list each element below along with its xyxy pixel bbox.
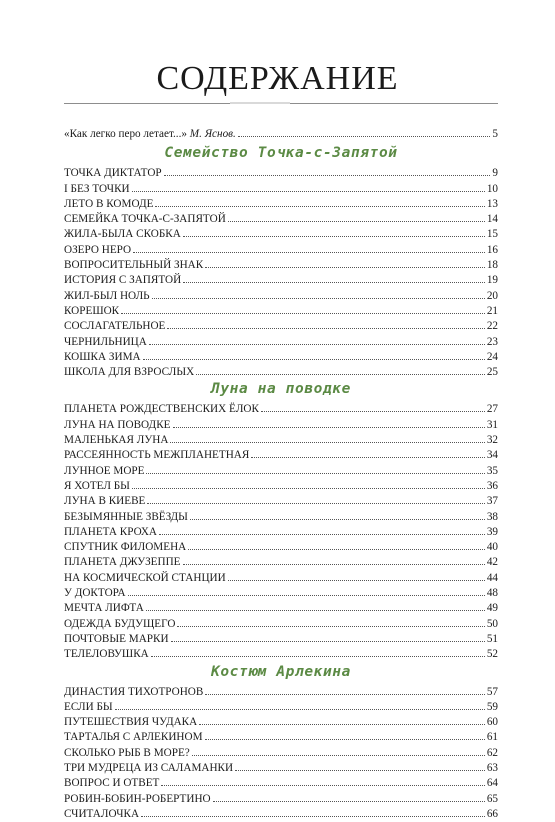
entry-title: ПУТЕШЕСТВИЯ ЧУДАКА [64, 716, 198, 729]
entry-title: Я ХОТЕЛ БЫ [64, 479, 130, 492]
entry-title [64, 127, 236, 142]
dot-leader [161, 774, 484, 786]
dot-leader [205, 728, 485, 740]
entry-page: 51 [486, 632, 498, 645]
entry-page: 22 [486, 320, 498, 333]
toc-entry[interactable] [64, 744, 498, 759]
dot-leader [143, 348, 485, 360]
entry-title: ПЛАНЕТА ДЖУЗЕППЕ [64, 556, 181, 569]
entry-page: 48 [486, 587, 498, 600]
entry-page: 25 [486, 366, 498, 379]
entry-title: СОСЛАГАТЕЛЬНОЕ [64, 320, 166, 333]
dot-leader [228, 569, 485, 581]
dot-leader [121, 302, 485, 314]
toc-entry[interactable] [64, 164, 498, 179]
dot-leader [173, 416, 485, 428]
entry-title: ПЛАНЕТА РОЖДЕСТВЕНСКИХ ЁЛОК [64, 403, 259, 416]
entry-title: ЕСЛИ БЫ [64, 700, 113, 713]
entry-page: 40 [486, 541, 498, 554]
entry-title: ТОЧКА ДИКТАТОР [64, 167, 162, 180]
entry-page: 60 [486, 716, 498, 729]
dot-leader [152, 287, 485, 299]
toc-entry[interactable] [64, 584, 498, 599]
dot-leader [238, 125, 491, 137]
toc-sections [64, 142, 498, 820]
section-heading: Костюм Арлекина [211, 663, 351, 680]
entry-page: 49 [486, 602, 498, 615]
toc-entry[interactable] [64, 416, 498, 431]
dot-leader [183, 271, 485, 283]
dot-leader [133, 241, 485, 253]
toc-entry[interactable] [64, 271, 498, 286]
entry-page: 42 [486, 556, 498, 569]
entry-title: РАССЕЯННОСТЬ МЕЖПЛАНЕТНАЯ [64, 449, 250, 462]
entry-page: 63 [486, 761, 498, 774]
entry-page: 66 [486, 807, 498, 820]
dot-leader [128, 584, 485, 596]
entry-page: 36 [486, 479, 498, 492]
entry-page: 9 [492, 167, 498, 180]
entry-title: ОЗЕРО НЕРО [64, 243, 132, 256]
entry-title: ПЛАНЕТА КРОХА [64, 525, 157, 538]
entry-page: 10 [486, 182, 498, 195]
dot-leader [132, 477, 485, 489]
toc-entry[interactable] [64, 225, 498, 240]
page-title: СОДЕРЖАНИЕ [156, 60, 399, 97]
entry-page: 50 [486, 617, 498, 630]
toc-entry[interactable] [64, 645, 498, 660]
entry-title: БЕЗЫМЯННЫЕ ЗВЁЗДЫ [64, 510, 188, 523]
toc-entry[interactable] [64, 538, 498, 553]
dot-leader [196, 363, 485, 375]
dot-leader [183, 225, 485, 237]
entry-title: ЛЕТО В КОМОДЕ [64, 197, 154, 210]
entry-title: ПОЧТОВЫЕ МАРКИ [64, 632, 169, 645]
dot-leader [164, 164, 491, 176]
title-divider-highlight [230, 102, 290, 104]
toc-entry[interactable] [64, 508, 498, 523]
entry-title: МЕЧТА ЛИФТА [64, 602, 144, 615]
toc-entry[interactable] [64, 256, 498, 271]
toc-entry[interactable] [64, 431, 498, 446]
dot-leader [183, 553, 485, 565]
dot-leader [167, 317, 484, 329]
entry-page: 14 [486, 213, 498, 226]
entry-page: 23 [486, 335, 498, 348]
entry-title: ШКОЛА ДЛЯ ВЗРОСЛЫХ [64, 366, 195, 379]
entry-page: 65 [486, 792, 498, 805]
entry-title: МАЛЕНЬКАЯ ЛУНА [64, 434, 169, 447]
prologue-title: «Как легко перо летает...» [64, 128, 187, 140]
dot-leader [199, 713, 485, 725]
entry-title: ЛУНА В КИЕВЕ [64, 495, 146, 508]
entry-title: ЛУНА НА ПОВОДКЕ [64, 418, 171, 431]
dot-leader [192, 744, 485, 756]
entry-title: ОДЕЖДА БУДУЩЕГО [64, 617, 176, 630]
dot-leader [159, 523, 485, 535]
prologue-author: М. Яснов. [189, 128, 236, 140]
toc-entry[interactable] [64, 683, 498, 698]
entry-page: 57 [486, 685, 498, 698]
section-heading: Семейство Точка-с-Запятой [164, 145, 398, 162]
dot-leader [115, 698, 485, 710]
entry-page: 61 [486, 731, 498, 744]
entry-title: КОШКА ЗИМА [64, 350, 141, 363]
dot-leader [261, 400, 485, 412]
toc-entry[interactable] [64, 333, 498, 348]
entry-page: 52 [486, 648, 498, 661]
dot-leader [205, 256, 485, 268]
dot-leader [147, 492, 484, 504]
dot-leader [141, 805, 485, 817]
entry-title: ЖИЛ-БЫЛ НОЛЬ [64, 289, 150, 302]
toc-entry[interactable] [64, 195, 498, 210]
entry-title: ЛУННОЕ МОРЕ [64, 464, 145, 477]
toc-entry[interactable] [64, 615, 498, 630]
dot-leader [170, 431, 484, 443]
table-of-contents [64, 125, 498, 820]
toc-entry[interactable] [64, 790, 498, 805]
toc-entry[interactable] [64, 348, 498, 363]
entry-page: 27 [486, 403, 498, 416]
dot-leader [146, 462, 484, 474]
entry-page: 24 [486, 350, 498, 363]
toc-entry-prologue[interactable] [64, 125, 498, 140]
entry-page: 59 [486, 700, 498, 713]
dot-leader [149, 333, 485, 345]
toc-entry[interactable] [64, 241, 498, 256]
entry-page: 31 [486, 418, 498, 431]
toc-entry[interactable] [64, 523, 498, 538]
entry-page: 15 [486, 228, 498, 241]
entry-page: 13 [486, 197, 498, 210]
toc-entry[interactable] [64, 462, 498, 477]
dot-leader [155, 195, 484, 207]
toc-entry[interactable] [64, 302, 498, 317]
entry-title: ДИНАСТИЯ ТИХОТРОНОВ [64, 685, 204, 698]
dot-leader [151, 645, 485, 657]
toc-entry[interactable] [64, 805, 498, 820]
toc-entry[interactable] [64, 210, 498, 225]
entry-title: ИСТОРИЯ С ЗАПЯТОЙ [64, 274, 182, 287]
toc-entry[interactable] [64, 728, 498, 743]
toc-entry[interactable] [64, 363, 498, 378]
toc-entry[interactable] [64, 630, 498, 645]
toc-entry[interactable] [64, 400, 498, 415]
toc-entry[interactable] [64, 492, 498, 507]
entry-title: ТРИ МУДРЕЦА ИЗ САЛАМАНКИ [64, 761, 234, 774]
dot-leader [188, 538, 485, 550]
toc-entry[interactable] [64, 287, 498, 302]
toc-entry[interactable] [64, 553, 498, 568]
entry-page: 20 [486, 289, 498, 302]
entry-title: КОРЕШОК [64, 304, 120, 317]
entry-title: ВОПРОСИТЕЛЬНЫЙ ЗНАК [64, 259, 204, 272]
dot-leader [251, 446, 484, 458]
entry-title: I БЕЗ ТОЧКИ [64, 182, 130, 195]
entry-title: РОБИН-БОБИН-РОБЕРТИНО [64, 792, 211, 805]
toc-entry[interactable] [64, 599, 498, 614]
toc-entry[interactable] [64, 477, 498, 492]
toc-entry[interactable] [64, 180, 498, 195]
dot-leader [205, 683, 484, 695]
dot-leader [132, 180, 485, 192]
dot-leader [146, 599, 485, 611]
entry-title: ЖИЛА-БЫЛА СКОБКА [64, 228, 181, 241]
entry-page: 5 [492, 128, 498, 140]
entry-title: ТАРТАЛЬЯ С АРЛЕКИНОМ [64, 731, 203, 744]
section-heading: Луна на поводке [211, 381, 351, 398]
dot-leader [190, 508, 485, 520]
entry-page: 62 [486, 746, 498, 759]
dot-leader [228, 210, 485, 222]
toc-entry[interactable] [64, 446, 498, 461]
entry-title: СЕМЕЙКА ТОЧКА-С-ЗАПЯТОЙ [64, 213, 226, 226]
dot-leader [171, 630, 485, 642]
toc-entry[interactable] [64, 713, 498, 728]
entry-page: 32 [486, 434, 498, 447]
entry-title: ТЕЛЕЛОВУШКА [64, 648, 149, 661]
entry-title: НА КОСМИЧЕСКОЙ СТАНЦИИ [64, 571, 226, 584]
entry-page: 64 [486, 777, 498, 790]
entry-page: 37 [486, 495, 498, 508]
toc-entry[interactable] [64, 698, 498, 713]
entry-page: 18 [486, 259, 498, 272]
entry-title: СПУТНИК ФИЛОМЕНА [64, 541, 187, 554]
toc-entry[interactable] [64, 317, 498, 332]
toc-entry[interactable] [64, 774, 498, 789]
entry-title: ВОПРОС И ОТВЕТ [64, 777, 160, 790]
entry-page: 16 [486, 243, 498, 256]
entry-page: 34 [486, 449, 498, 462]
entry-title: У ДОКТОРА [64, 587, 126, 600]
entry-page: 44 [486, 571, 498, 584]
entry-title: ЧЕРНИЛЬНИЦА [64, 335, 147, 348]
entry-page: 38 [486, 510, 498, 523]
toc-entry[interactable] [64, 759, 498, 774]
entry-title: СКОЛЬКО РЫБ В МОРЕ? [64, 746, 190, 759]
entry-title: СЧИТАЛОЧКА [64, 807, 140, 820]
entry-page: 39 [486, 525, 498, 538]
dot-leader [177, 615, 484, 627]
entry-page: 19 [486, 274, 498, 287]
dot-leader [235, 759, 485, 771]
toc-entry[interactable] [64, 569, 498, 584]
entry-page: 21 [486, 304, 498, 317]
entry-page: 35 [486, 464, 498, 477]
